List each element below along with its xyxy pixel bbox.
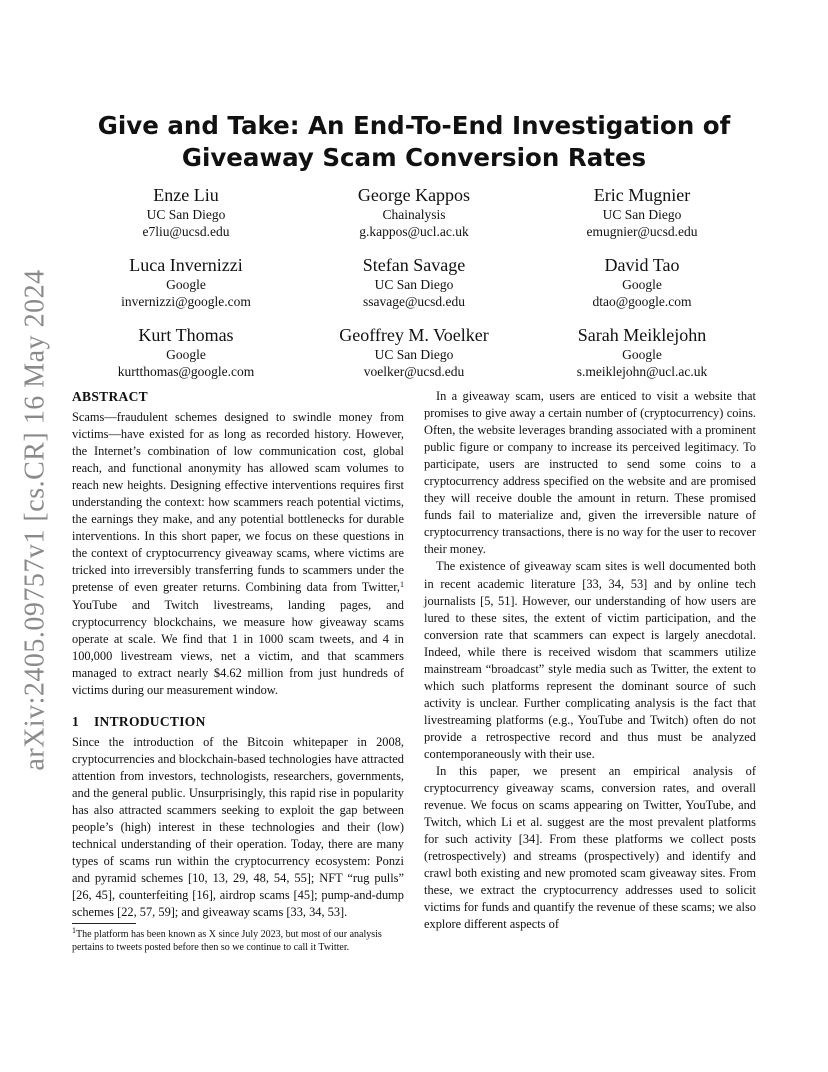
author-block (300, 324, 528, 380)
section-title: INTRODUCTION (94, 713, 206, 729)
author-email[interactable]: e7liu@ucsd.edu (142, 224, 230, 239)
author-block (300, 254, 528, 310)
title-line-1: Give and Take: An End-To-End Investigation of (97, 111, 731, 140)
author-name: Geoffrey M. Voelker (339, 325, 489, 345)
author-affiliation: UC San Diego (602, 207, 682, 222)
section-number: 1 (72, 713, 80, 729)
author-email[interactable]: kurtthomas@google.com (117, 364, 255, 379)
abstract-heading: ABSTRACT (72, 389, 148, 404)
author-email[interactable]: ssavage@ucsd.edu (362, 294, 466, 309)
author-email[interactable]: g.kappos@ucl.ac.uk (359, 224, 469, 239)
intro-paragraph-3: The existence of giveaway scam sites is well documented both in recent academic literature [33, 34, 53] and by online tech journalists [5, 51]. However, our understanding of how users are lured to these sites, the extent of victim participation, and the conversion rate that scammers can expect is largely anecdotal. Indeed, while there is received wisdom that scammers utilize mainstream “broadcast” style media such as Twitter, the extent to which such platforms represent the dominant source of such activity is unclear. Further complicating analysis is the fact that livestreaming platforms (e.g., YouTube and Twitch) often do not provide a retrospective record and thus must be analyzed contemporaneously with their use. (424, 559, 756, 761)
author-block (72, 254, 300, 310)
abstract-body (72, 409, 404, 699)
arxiv-identifier-stamp[interactable] (14, 269, 58, 771)
author-name: George Kappos (357, 185, 471, 205)
author-email[interactable]: voelker@ucsd.edu (363, 364, 465, 379)
author-name: Stefan Savage (362, 255, 466, 275)
author-email[interactable]: invernizzi@google.com (121, 294, 251, 309)
author-affiliation: Google (622, 277, 662, 292)
footnote-marker: 1 (72, 926, 76, 935)
footnote (72, 928, 404, 954)
left-column (72, 388, 404, 921)
author-block (528, 254, 756, 310)
intro-paragraph-2: In a giveaway scam, users are enticed to visit a website that promises to give away a certain number of (cryptocurrency) coins. Often, the website leverages branding associated with a prominent public figure or company to increase its perceived legitimacy. To participate, users are instructed to send some coins to a cryptocurrency address specified on the website and are promised they will receive double the amount in return. These promised funds fail to materialize and, given the irreversible nature of cryptocurrency transactions, there is no way for the user to recover their money. (424, 389, 756, 557)
author-block (300, 184, 528, 240)
author-affiliation: Google (622, 347, 662, 362)
section-spacer (72, 699, 404, 713)
arxiv-identifier-text: arXiv:2405.09757v1 [cs.CR] 16 May 2024 (20, 269, 51, 771)
author-affiliation: Chainalysis (382, 207, 446, 222)
author-name: Sarah Meiklejohn (577, 325, 707, 345)
author-block (72, 324, 300, 380)
author-affiliation: UC San Diego (146, 207, 226, 222)
author-name: Luca Invernizzi (129, 255, 243, 275)
author-name: Enze Liu (153, 185, 219, 205)
author-block (528, 184, 756, 240)
author-affiliation: Google (166, 347, 206, 362)
right-column (424, 388, 756, 934)
author-block (528, 324, 756, 380)
title-line-2: Giveaway Scam Conversion Rates (181, 143, 647, 172)
footnote-text: The platform has been known as X since July 2023, but most of our analysis pertains to tweets posted before then so we continue to call it Twitter. (72, 929, 382, 953)
author-affiliation: UC San Diego (374, 347, 454, 362)
author-email[interactable]: dtao@google.com (592, 294, 692, 309)
intro-paragraph-1: Since the introduction of the Bitcoin whitepaper in 2008, cryptocurrencies and blockchain-based technologies have attracted attention from investors, technologists, researchers, governments, and the general public. Unsurprisingly, this rapid rise in popularity has also attracted scammers seeking to exploit the gap between people’s (high) interest in these technologies and their (low) technical understanding of their operation. Today, there are many types of scams run within the cryptocurrency ecosystem: Ponzi and pyramid schemes [10, 13, 29, 48, 54, 55]; NFT “rug pulls” [26, 45], counterfeiting [16], airdrop scams [45]; pump-and-dump schemes [22, 57, 59]; and giveaway scams [33, 34, 53]. (72, 734, 404, 920)
author-name: Eric Mugnier (593, 185, 691, 205)
author-email[interactable]: s.meiklejohn@ucl.ac.uk (576, 364, 708, 379)
author-block (72, 184, 300, 240)
footnote-reference[interactable]: 1 (400, 580, 404, 590)
author-name: David Tao (604, 255, 680, 275)
intro-paragraph-4: In this paper, we present an empirical analysis of cryptocurrency giveaway scams, conversion rates, and overall revenue. We focus on scams appearing on Twitter, YouTube, and Twitch, which Li et al. suggest are the most prevalent platforms for such activity [34]. From these platforms we collect posts (retrospectively) and streams (prospectively) and identify and crawl both existing and new promoted scam giveaway sites. From these, we extract the cryptocurrency addresses used to solicit victims for funds and quantify the revenue of these scams; we also explore different aspects of (424, 764, 756, 932)
author-name: Kurt Thomas (138, 325, 234, 345)
author-affiliation: UC San Diego (374, 277, 454, 292)
footnote-rule (72, 923, 136, 924)
paper-title (72, 110, 756, 174)
abstract-text-part-1: Scams—fraudulent schemes designed to swindle money from victims—have existed for as long as recorded history. However, the Internet’s combination of low communication cost, global reach, and functional anonymity has allowed scam volumes to reach new heights. Designing effective interventions requires first understanding the context: how scammers reach potential victims, the earnings they make, and any potential bottlenecks for durable interventions. In this short paper, we focus on these questions in the context of cryptocurrency giveaway scams, where victims are tricked into irreversibly transferring funds to scammers under the pretense of even greater returns. Combining data from Twitter, (72, 410, 404, 595)
author-grid (72, 184, 756, 380)
author-email[interactable]: emugnier@ucsd.edu (586, 224, 698, 239)
introduction-heading (72, 713, 404, 731)
abstract-text-part-2: YouTube and Twitch livestreams, landing pages, and cryptocurrency blockchains, we measure how giveaway scams operate at scale. We find that 1 in 1000 scam tweets, and 4 in 100,000 livestream views, net a victim, and that scammers managed to extract nearly $4.62 million from just hundreds of victims during our measurement window. (72, 597, 404, 697)
author-affiliation: Google (166, 277, 206, 292)
